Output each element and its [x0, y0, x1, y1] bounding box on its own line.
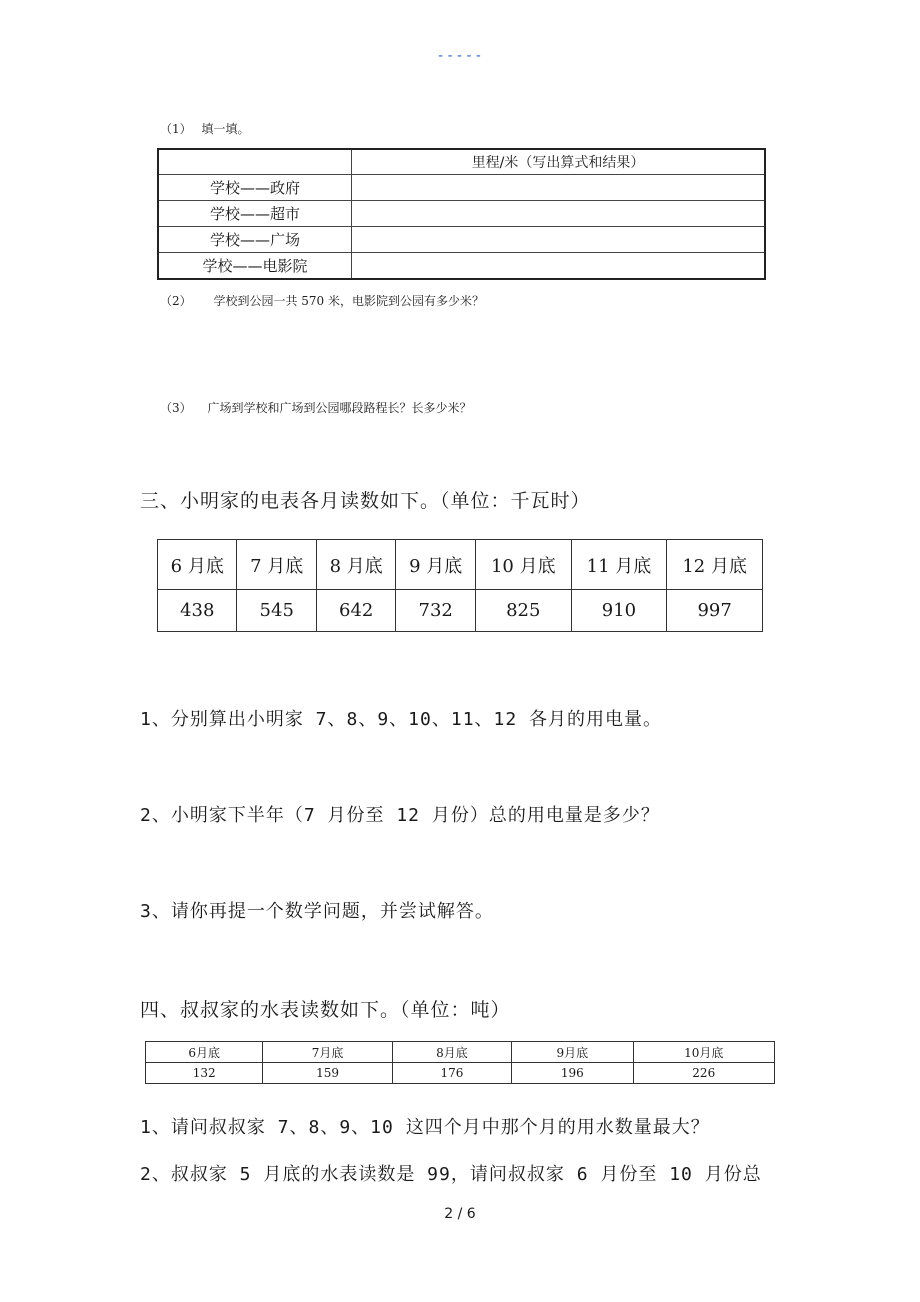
reading-cell: 226 [633, 1063, 774, 1084]
answer-cell[interactable] [352, 175, 765, 201]
table-row [158, 253, 765, 280]
answer-cell[interactable] [352, 227, 765, 253]
q3-label: （3） [160, 401, 192, 415]
route-cell: 学校——超市 [158, 201, 352, 227]
reading-cell: 642 [316, 590, 395, 632]
reading-cell: 438 [158, 590, 237, 632]
q1-line [160, 120, 249, 137]
q2-label: （2） [160, 294, 192, 308]
section4-question-1: 1、请问叔叔家 7、8、9、10 这四个月中那个月的用水数量最大？ [140, 1117, 710, 1138]
table-row [158, 201, 765, 227]
section4-title: 四、叔叔家的水表读数如下。（单位：吨） [140, 999, 511, 1021]
reading-cell: 132 [146, 1063, 263, 1084]
header-dashes: ----- [436, 48, 484, 64]
month-cell: 12 月底 [667, 540, 763, 590]
section4-question-2: 2、叔叔家 5 月底的水表读数是 99，请问叔叔家 6 月份至 10 月份总 [140, 1164, 762, 1185]
q1-label: （1） [160, 122, 192, 136]
month-row [146, 1042, 775, 1063]
answer-cell[interactable] [352, 201, 765, 227]
q2-text: 学校到公园一共 570 米，电影院到公园有多少米？ [213, 294, 485, 308]
page-number: 2 / 6 [444, 1206, 476, 1222]
route-cell: 学校——电影院 [158, 253, 352, 280]
month-cell: 6月底 [146, 1042, 263, 1063]
reading-cell: 159 [263, 1063, 392, 1084]
table-row [158, 227, 765, 253]
month-cell: 8 月底 [316, 540, 395, 590]
q2-line [160, 292, 484, 309]
month-cell: 7月底 [263, 1042, 392, 1063]
month-cell: 8月底 [392, 1042, 511, 1063]
month-cell: 10月底 [633, 1042, 774, 1063]
answer-cell[interactable] [352, 253, 765, 280]
month-cell: 10 月底 [475, 540, 571, 590]
section3-question-2: 2、小明家下半年（7 月份至 12 月份）总的用电量是多少？ [140, 805, 660, 826]
header-cell: 里程/米（写出算式和结果） [352, 149, 765, 175]
q3-text: 广场到学校和广场到公园哪段路程长？长多少米？ [207, 401, 472, 415]
section3-question-3: 3、请你再提一个数学问题，并尝试解答。 [140, 901, 494, 922]
month-row [158, 540, 763, 590]
reading-cell: 176 [392, 1063, 511, 1084]
q1-text: 填一填。 [201, 122, 250, 136]
reading-cell: 545 [237, 590, 316, 632]
section3-title: 三、小明家的电表各月读数如下。（单位：千瓦时） [140, 490, 591, 512]
header-cell [158, 149, 352, 175]
route-cell: 学校——政府 [158, 175, 352, 201]
distance-table [157, 148, 766, 280]
electricity-table [157, 539, 763, 632]
reading-cell: 825 [475, 590, 571, 632]
month-cell: 11 月底 [571, 540, 667, 590]
reading-cell: 910 [571, 590, 667, 632]
reading-row [158, 590, 763, 632]
section3-question-1: 1、分别算出小明家 7、8、9、10、11、12 各月的用电量。 [140, 709, 663, 730]
reading-row [146, 1063, 775, 1084]
route-cell: 学校——广场 [158, 227, 352, 253]
water-table [145, 1041, 775, 1084]
q3-line [160, 399, 471, 416]
month-cell: 9月底 [512, 1042, 633, 1063]
reading-cell: 732 [396, 590, 475, 632]
table-row [158, 175, 765, 201]
month-cell: 7 月底 [237, 540, 316, 590]
table-header-row [158, 149, 765, 175]
month-cell: 9 月底 [396, 540, 475, 590]
month-cell: 6 月底 [158, 540, 237, 590]
reading-cell: 997 [667, 590, 763, 632]
reading-cell: 196 [512, 1063, 633, 1084]
